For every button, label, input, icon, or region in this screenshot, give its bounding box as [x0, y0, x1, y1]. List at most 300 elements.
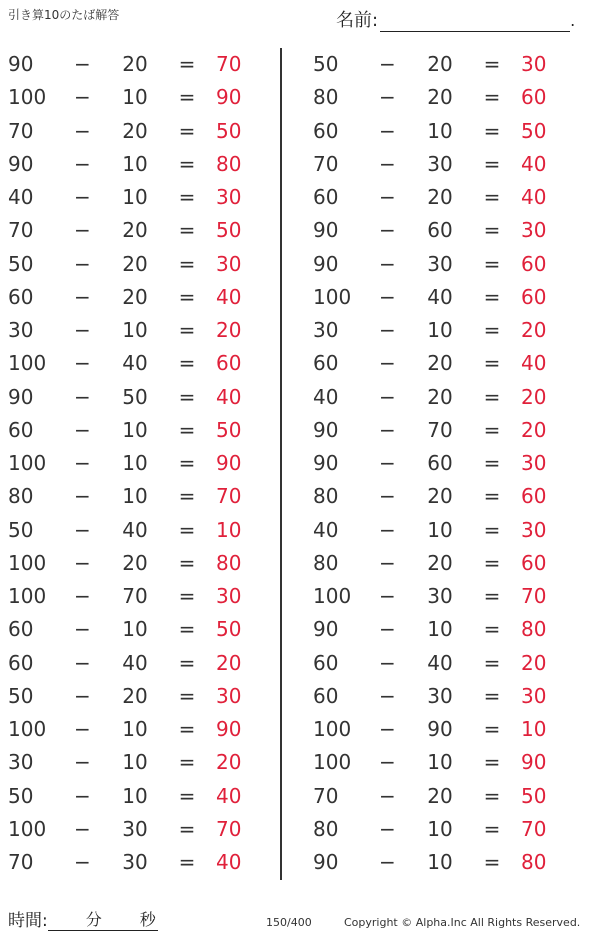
minuend: 70	[8, 118, 34, 143]
answer: 50	[521, 118, 547, 143]
equals-sign: =	[178, 384, 196, 409]
minuend: 90	[313, 617, 339, 642]
subtrahend: 10	[427, 118, 453, 143]
answer: 30	[521, 52, 547, 76]
problem-row	[305, 314, 585, 347]
minus-sign: −	[379, 251, 396, 276]
answer: 80	[216, 550, 242, 575]
equals-sign: =	[178, 417, 196, 442]
answer: 90	[216, 717, 242, 741]
answer: 30	[521, 517, 547, 542]
problem-row	[0, 314, 280, 347]
minuend: 60	[313, 185, 339, 209]
minus-sign: −	[74, 617, 91, 642]
problem-row	[0, 746, 280, 779]
problem-row	[305, 181, 585, 214]
problem-row	[0, 181, 280, 214]
time-label: 時間:	[8, 911, 48, 931]
equals-sign: =	[483, 284, 501, 309]
answer: 50	[216, 617, 242, 642]
problem-row	[0, 813, 280, 846]
answer: 70	[521, 584, 547, 608]
problem-row	[305, 414, 585, 447]
answer: 60	[521, 85, 547, 110]
subtrahend: 30	[427, 683, 453, 708]
right-problem-column	[305, 48, 585, 879]
subtrahend: 10	[427, 617, 453, 642]
subtrahend: 60	[427, 218, 453, 243]
equals-sign: =	[178, 484, 196, 509]
problem-row	[305, 680, 585, 713]
equals-sign: =	[178, 151, 196, 176]
subtrahend: 20	[427, 384, 453, 409]
problem-row	[305, 613, 585, 646]
answer: 50	[216, 118, 242, 143]
equals-sign: =	[483, 517, 501, 542]
equals-sign: =	[178, 816, 196, 841]
minus-sign: −	[74, 850, 91, 874]
subtrahend: 10	[122, 417, 148, 442]
answer: 20	[521, 384, 547, 409]
subtrahend: 30	[427, 251, 453, 276]
subtrahend: 40	[427, 284, 453, 309]
minuend: 30	[8, 318, 34, 342]
minus-sign: −	[74, 52, 91, 76]
minus-sign: −	[379, 750, 396, 775]
subtrahend: 20	[427, 484, 453, 509]
problem-row	[0, 846, 280, 879]
answer: 80	[521, 617, 547, 642]
minus-sign: −	[74, 517, 91, 542]
minuend: 60	[313, 683, 339, 708]
minuend: 80	[313, 85, 339, 110]
equals-sign: =	[483, 52, 501, 76]
minuend: 50	[8, 783, 34, 808]
equals-sign: =	[483, 816, 501, 841]
minus-sign: −	[379, 517, 396, 542]
problem-row	[0, 514, 280, 547]
problem-row	[305, 547, 585, 580]
column-divider	[280, 48, 282, 880]
minuend: 100	[8, 351, 47, 376]
minus-sign: −	[74, 318, 91, 342]
subtrahend: 10	[427, 318, 453, 342]
minus-sign: −	[379, 451, 396, 475]
subtrahend: 10	[122, 717, 148, 741]
minuend: 70	[8, 850, 34, 874]
subtrahend: 10	[122, 318, 148, 342]
minuend: 60	[8, 650, 34, 675]
time-field	[8, 906, 158, 931]
name-label: 名前:	[336, 10, 379, 31]
answer: 10	[521, 717, 547, 741]
subtrahend: 40	[122, 517, 148, 542]
answer: 30	[521, 683, 547, 708]
problem-row	[0, 713, 280, 746]
minus-sign: −	[74, 384, 91, 409]
problem-row	[0, 281, 280, 314]
problem-row	[305, 148, 585, 181]
equals-sign: =	[483, 417, 501, 442]
minuend: 60	[8, 617, 34, 642]
minus-sign: −	[379, 218, 396, 243]
minus-sign: −	[74, 85, 91, 110]
problem-row	[0, 447, 280, 480]
problem-row	[305, 780, 585, 813]
minus-sign: −	[74, 717, 91, 741]
problem-row	[0, 680, 280, 713]
problem-row	[305, 514, 585, 547]
subtrahend: 40	[122, 351, 148, 376]
minuend: 90	[313, 251, 339, 276]
problem-row	[0, 214, 280, 247]
subtrahend: 30	[427, 584, 453, 608]
subtrahend: 10	[122, 185, 148, 209]
answer: 90	[216, 451, 242, 475]
answer: 80	[521, 850, 547, 874]
answer: 30	[521, 218, 547, 243]
minus-sign: −	[74, 550, 91, 575]
name-end-mark: .	[570, 11, 576, 30]
minus-sign: −	[379, 417, 396, 442]
minuend: 100	[313, 284, 352, 309]
page-number: 150/400	[266, 916, 312, 929]
minus-sign: −	[379, 85, 396, 110]
answer: 20	[521, 318, 547, 342]
answer: 30	[216, 683, 242, 708]
answer: 40	[521, 151, 547, 176]
minus-sign: −	[74, 118, 91, 143]
minuend: 90	[313, 451, 339, 475]
time-line	[48, 912, 158, 931]
answer: 10	[216, 517, 242, 542]
minus-sign: −	[379, 850, 396, 874]
minuend: 80	[8, 484, 34, 509]
equals-sign: =	[178, 750, 196, 775]
problem-row	[305, 248, 585, 281]
minus-sign: −	[74, 451, 91, 475]
problem-row	[0, 580, 280, 613]
problem-row	[0, 613, 280, 646]
subtrahend: 20	[427, 550, 453, 575]
minuend: 60	[313, 650, 339, 675]
answer: 60	[521, 484, 547, 509]
answer: 60	[216, 351, 242, 376]
answer: 90	[216, 85, 242, 110]
minus-sign: −	[379, 816, 396, 841]
equals-sign: =	[483, 850, 501, 874]
problem-row	[305, 381, 585, 414]
subtrahend: 20	[427, 351, 453, 376]
equals-sign: =	[483, 484, 501, 509]
equals-sign: =	[178, 783, 196, 808]
minutes-label: 分	[85, 910, 102, 929]
answer: 20	[521, 650, 547, 675]
equals-sign: =	[178, 550, 196, 575]
subtrahend: 10	[122, 617, 148, 642]
answer: 70	[216, 816, 242, 841]
minuend: 60	[8, 284, 34, 309]
problem-row	[305, 214, 585, 247]
minuend: 100	[8, 717, 47, 741]
subtrahend: 20	[122, 218, 148, 243]
equals-sign: =	[483, 185, 501, 209]
minuend: 70	[313, 151, 339, 176]
name-line	[380, 13, 570, 32]
subtrahend: 90	[427, 717, 453, 741]
answer: 60	[521, 251, 547, 276]
problem-row	[305, 115, 585, 148]
minus-sign: −	[74, 284, 91, 309]
minuend: 80	[313, 816, 339, 841]
seconds-label: 秒	[139, 910, 156, 929]
minuend: 100	[313, 584, 352, 608]
problem-row	[305, 347, 585, 380]
equals-sign: =	[483, 151, 501, 176]
minus-sign: −	[379, 717, 396, 741]
answer: 40	[216, 284, 242, 309]
minus-sign: −	[379, 783, 396, 808]
problem-row	[305, 480, 585, 513]
subtrahend: 10	[427, 517, 453, 542]
equals-sign: =	[178, 517, 196, 542]
subtrahend: 70	[122, 584, 148, 608]
subtrahend: 10	[427, 850, 453, 874]
problem-row	[0, 81, 280, 114]
problem-row	[0, 347, 280, 380]
problem-row	[0, 480, 280, 513]
answer: 20	[521, 417, 547, 442]
minus-sign: −	[379, 284, 396, 309]
subtrahend: 20	[427, 185, 453, 209]
problem-row	[305, 813, 585, 846]
subtrahend: 10	[122, 151, 148, 176]
subtrahend: 20	[122, 52, 148, 76]
subtrahend: 20	[427, 52, 453, 76]
problem-row	[0, 381, 280, 414]
answer: 30	[216, 185, 242, 209]
problem-row	[305, 647, 585, 680]
subtrahend: 20	[122, 683, 148, 708]
subtrahend: 20	[122, 118, 148, 143]
problem-row	[305, 81, 585, 114]
subtrahend: 60	[427, 451, 453, 475]
equals-sign: =	[483, 683, 501, 708]
equals-sign: =	[178, 584, 196, 608]
subtrahend: 30	[427, 151, 453, 176]
answer: 70	[521, 816, 547, 841]
minuend: 70	[8, 218, 34, 243]
answer: 80	[216, 151, 242, 176]
problem-row	[0, 148, 280, 181]
answer: 50	[216, 218, 242, 243]
problem-row	[305, 48, 585, 81]
minuend: 90	[8, 52, 34, 76]
equals-sign: =	[483, 550, 501, 575]
answer: 30	[216, 584, 242, 608]
minus-sign: −	[379, 584, 396, 608]
minuend: 60	[313, 118, 339, 143]
equals-sign: =	[483, 118, 501, 143]
minuend: 90	[313, 218, 339, 243]
subtrahend: 10	[122, 750, 148, 775]
minuend: 40	[313, 517, 339, 542]
minus-sign: −	[379, 683, 396, 708]
answer: 50	[216, 417, 242, 442]
equals-sign: =	[178, 451, 196, 475]
minus-sign: −	[74, 218, 91, 243]
minuend: 90	[313, 850, 339, 874]
equals-sign: =	[178, 85, 196, 110]
minus-sign: −	[379, 118, 396, 143]
minuend: 40	[8, 185, 34, 209]
equals-sign: =	[483, 384, 501, 409]
minus-sign: −	[379, 484, 396, 509]
subtrahend: 40	[427, 650, 453, 675]
minuend: 40	[313, 384, 339, 409]
problem-row	[0, 48, 280, 81]
equals-sign: =	[483, 584, 501, 608]
minus-sign: −	[74, 584, 91, 608]
minuend: 90	[8, 151, 34, 176]
minus-sign: −	[379, 617, 396, 642]
equals-sign: =	[483, 318, 501, 342]
subtrahend: 10	[122, 783, 148, 808]
subtrahend: 20	[122, 251, 148, 276]
subtrahend: 30	[122, 816, 148, 841]
problem-row	[305, 281, 585, 314]
subtrahend: 20	[122, 284, 148, 309]
equals-sign: =	[483, 251, 501, 276]
minuend: 60	[8, 417, 34, 442]
answer: 40	[216, 384, 242, 409]
minuend: 100	[8, 451, 47, 475]
copyright-notice: Copyright © Alpha.Inc All Rights Reserved.	[344, 916, 581, 929]
left-problem-column	[0, 48, 280, 879]
equals-sign: =	[483, 750, 501, 775]
subtrahend: 20	[122, 550, 148, 575]
minus-sign: −	[74, 351, 91, 376]
minuend: 100	[313, 717, 352, 741]
problem-row	[0, 647, 280, 680]
minus-sign: −	[379, 351, 396, 376]
minus-sign: −	[74, 683, 91, 708]
subtrahend: 40	[122, 650, 148, 675]
equals-sign: =	[178, 650, 196, 675]
answer: 90	[521, 750, 547, 775]
minus-sign: −	[74, 484, 91, 509]
subtrahend: 20	[427, 85, 453, 110]
answer: 20	[216, 650, 242, 675]
equals-sign: =	[178, 683, 196, 708]
subtrahend: 70	[427, 417, 453, 442]
minuend: 50	[8, 683, 34, 708]
problem-row	[305, 447, 585, 480]
problem-row	[0, 115, 280, 148]
answer: 40	[521, 185, 547, 209]
answer: 40	[216, 850, 242, 874]
minuend: 100	[8, 584, 47, 608]
problem-row	[305, 746, 585, 779]
minuend: 30	[313, 318, 339, 342]
answer: 40	[521, 351, 547, 376]
subtrahend: 10	[122, 484, 148, 509]
equals-sign: =	[483, 650, 501, 675]
answer: 20	[216, 750, 242, 775]
answer: 60	[521, 550, 547, 575]
minus-sign: −	[379, 650, 396, 675]
subtrahend: 10	[427, 750, 453, 775]
minus-sign: −	[74, 251, 91, 276]
minus-sign: −	[379, 151, 396, 176]
problem-row	[0, 547, 280, 580]
minus-sign: −	[379, 550, 396, 575]
answer: 30	[521, 451, 547, 475]
problem-row	[0, 248, 280, 281]
minus-sign: −	[74, 783, 91, 808]
minuend: 100	[8, 85, 47, 110]
minus-sign: −	[74, 151, 91, 176]
minus-sign: −	[74, 750, 91, 775]
worksheet-title: 引き算10のたば解答	[8, 8, 120, 22]
answer: 70	[216, 484, 242, 509]
minus-sign: −	[74, 650, 91, 675]
subtrahend: 30	[122, 850, 148, 874]
equals-sign: =	[178, 717, 196, 741]
minus-sign: −	[379, 384, 396, 409]
equals-sign: =	[483, 717, 501, 741]
subtrahend: 10	[122, 451, 148, 475]
equals-sign: =	[178, 118, 196, 143]
minuend: 80	[313, 484, 339, 509]
subtrahend: 10	[122, 85, 148, 110]
minus-sign: −	[379, 318, 396, 342]
problem-row	[305, 846, 585, 879]
minus-sign: −	[74, 417, 91, 442]
minuend: 50	[8, 251, 34, 276]
minuend: 100	[313, 750, 352, 775]
equals-sign: =	[483, 451, 501, 475]
equals-sign: =	[178, 617, 196, 642]
problem-row	[0, 414, 280, 447]
equals-sign: =	[178, 284, 196, 309]
minus-sign: −	[74, 816, 91, 841]
equals-sign: =	[483, 85, 501, 110]
equals-sign: =	[178, 850, 196, 874]
subtrahend: 50	[122, 384, 148, 409]
answer: 60	[521, 284, 547, 309]
equals-sign: =	[178, 318, 196, 342]
equals-sign: =	[178, 218, 196, 243]
equals-sign: =	[178, 52, 196, 76]
minuend: 70	[313, 783, 339, 808]
subtrahend: 20	[427, 783, 453, 808]
subtrahend: 10	[427, 816, 453, 841]
minuend: 50	[313, 52, 339, 76]
minuend: 60	[313, 351, 339, 376]
minuend: 100	[8, 816, 47, 841]
equals-sign: =	[483, 218, 501, 243]
equals-sign: =	[178, 351, 196, 376]
minuend: 100	[8, 550, 47, 575]
answer: 50	[521, 783, 547, 808]
minuend: 90	[8, 384, 34, 409]
answer: 70	[216, 52, 242, 76]
minus-sign: −	[74, 185, 91, 209]
minus-sign: −	[379, 52, 396, 76]
name-field	[336, 6, 575, 32]
problem-row	[0, 780, 280, 813]
